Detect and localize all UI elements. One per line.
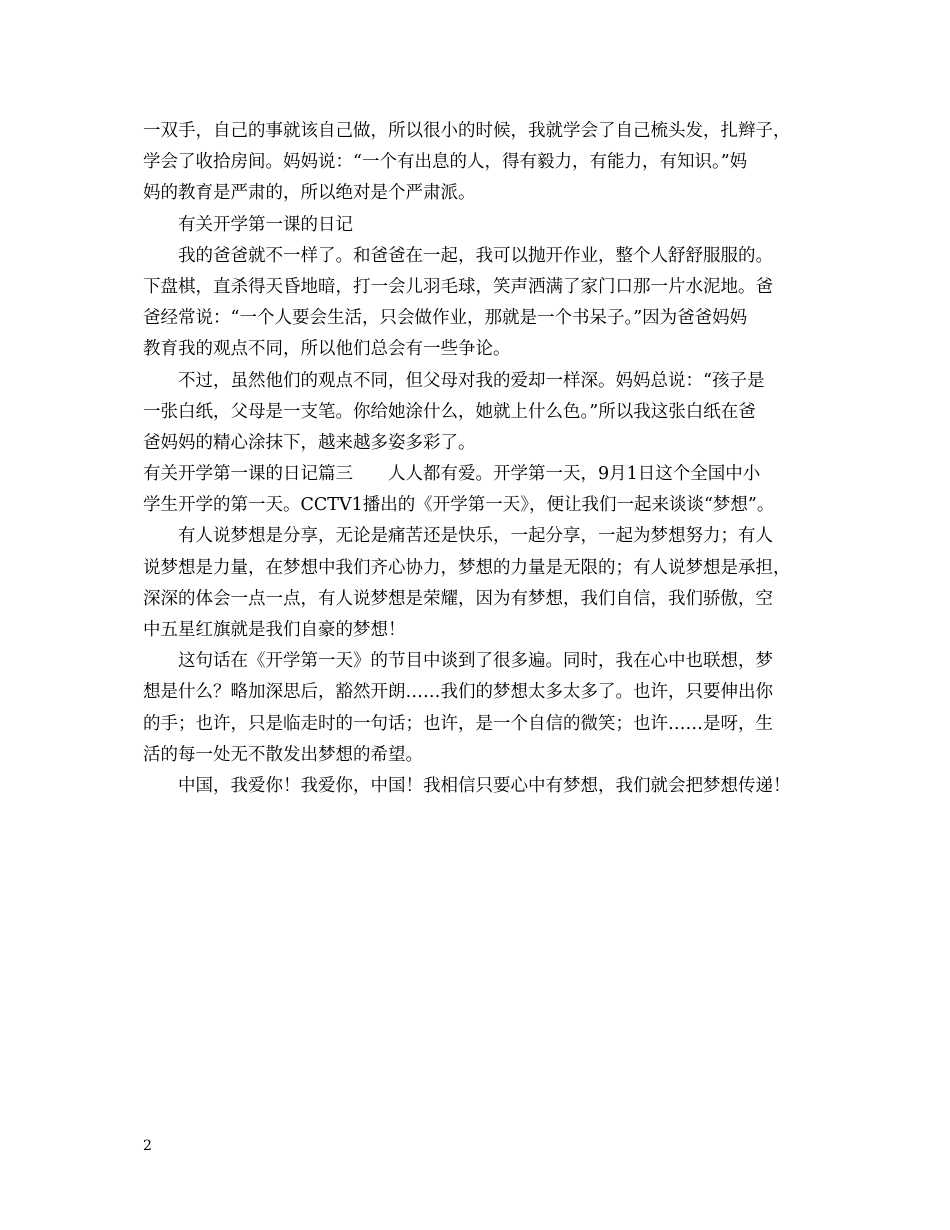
text-line: 说梦想是力量，在梦想中我们齐心协力，梦想的力量是无限的；有人说梦想是承担， bbox=[143, 557, 791, 578]
text-line: 中国，我爱你！我爱你，中国！我相信只要心中有梦想，我们就会把梦想传递！ bbox=[178, 775, 791, 796]
text-line: 一双手，自己的事就该自己做，所以很小的时候，我就学会了自己梳头发，扎辫子， bbox=[143, 121, 791, 141]
body-text bbox=[143, 116, 815, 802]
text-line: 深深的体会一点一点，有人说梦想是荣耀，因为有梦想，我们自信，我们骄傲，空 bbox=[143, 588, 773, 609]
text-line: 这句话在《开学第一天》的节目中谈到了很多遍。同时，我在心中也联想，梦 bbox=[178, 651, 773, 672]
text-line: 一张白纸，父母是一支笔。你给她涂什么，她就上什么色。”所以我这张白纸在爸 bbox=[143, 401, 756, 422]
text-line: 妈的教育是严肃的，所以绝对是个严肃派。 bbox=[143, 183, 476, 204]
text-line: 爸经常说：“一个人要会生活，只会做作业，那就是一个书呆子。”因为爸爸妈妈 bbox=[143, 308, 748, 329]
text-line: 爸妈妈的精心涂抹下，越来越多姿多彩了。 bbox=[143, 432, 476, 453]
text-line: 学生开学的第一天。CCTV1播出的《开学第一天》，便让我们一起来谈谈“梦想”。 bbox=[143, 495, 775, 516]
text-line: 有关开学第一课的日记篇三 人人都有爱。开学第一天，9月1日这个全国中小 bbox=[143, 464, 761, 485]
text-line: 的手；也许，只是临走时的一句话；也许，是一个自信的微笑；也许……是呀，生 bbox=[143, 713, 773, 734]
section-heading: 有关开学第一课的日记 bbox=[178, 214, 353, 235]
text-line: 教育我的观点不同，所以他们总会有一些争论。 bbox=[143, 339, 511, 360]
text-line: 不过，虽然他们的观点不同，但父母对我的爱却一样深。妈妈总说：“孩子是 bbox=[178, 370, 765, 391]
text-line: 下盘棋，直杀得天昏地暗，打一会儿羽毛球，笑声洒满了家门口那一片水泥地。爸 bbox=[143, 276, 773, 297]
text-line: 想是什么？略加深思后，豁然开朗……我们的梦想太多太多了。也许，只要伸出你 bbox=[143, 682, 773, 703]
text-line: 中五星红旗就是我们自豪的梦想！ bbox=[143, 620, 406, 640]
text-line: 有人说梦想是分享，无论是痛苦还是快乐，一起分享，一起为梦想努力；有人 bbox=[178, 526, 773, 547]
text-line: 学会了收拾房间。妈妈说：“一个有出息的人，得有毅力，有能力，有知识。”妈 bbox=[143, 152, 748, 173]
text-line: 我的爸爸就不一样了。和爸爸在一起，我可以抛开作业，整个人舒舒服服的。 bbox=[178, 245, 773, 266]
text-line: 活的每一处无不散发出梦想的希望。 bbox=[143, 744, 423, 765]
page-number: 2 bbox=[143, 1138, 152, 1154]
